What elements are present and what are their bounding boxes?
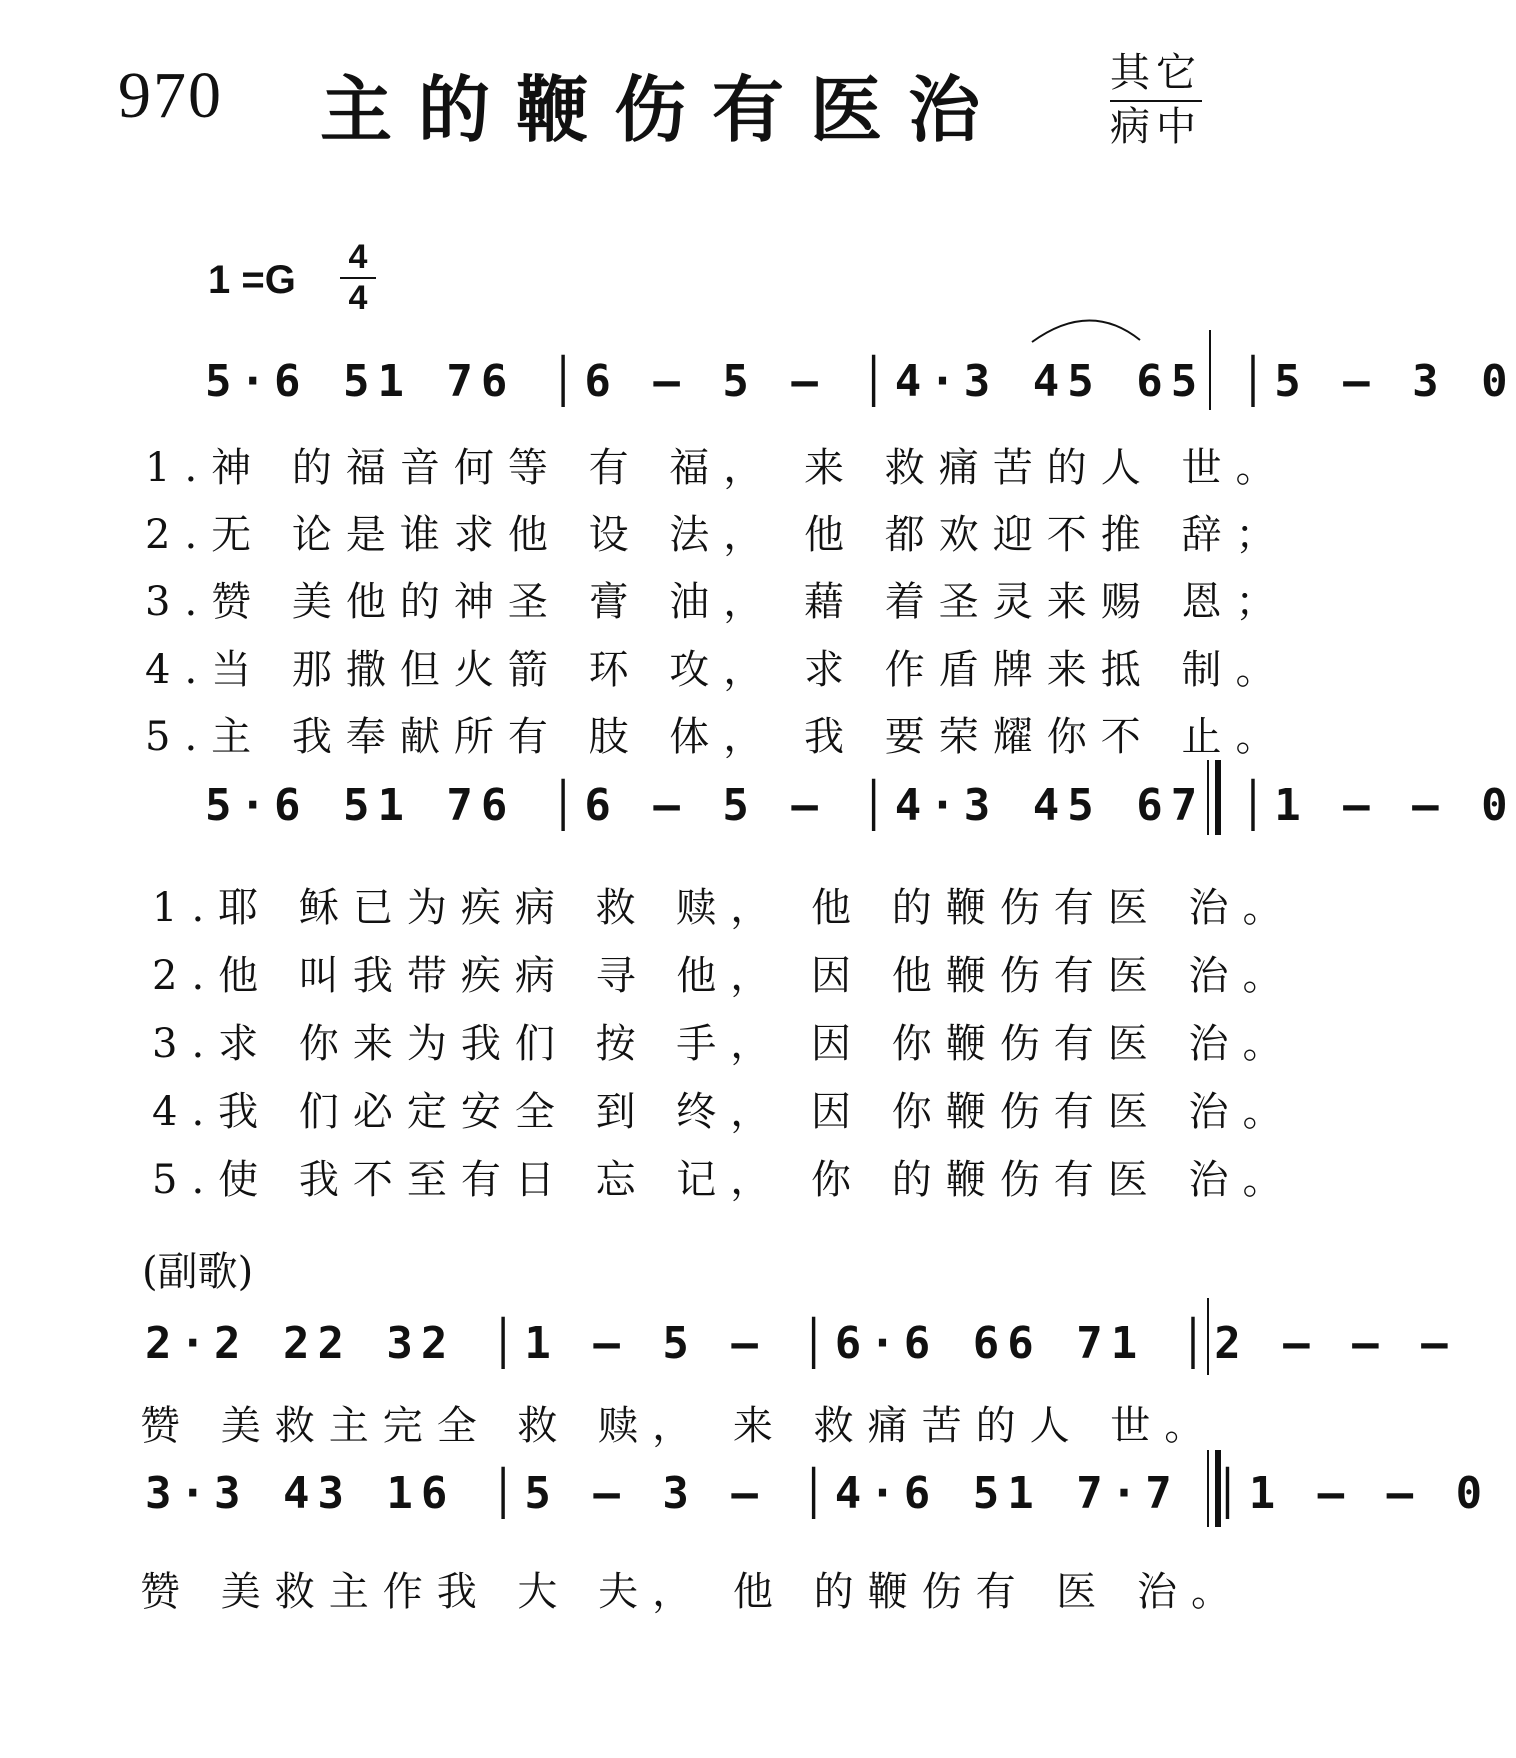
chorus-lyric-1: 赞 美救主完全 救 赎， 来 救痛苦的人 世。 bbox=[140, 1403, 1219, 1449]
verse-b-1: 1.耶 稣已为疾病 救 赎， 他 的鞭伤有医 治。 bbox=[152, 885, 1297, 931]
verse-a-2: 2.无 论是谁求他 设 法， 他 都欢迎不推 辞； bbox=[145, 512, 1290, 558]
hymn-number: 970 bbox=[118, 59, 223, 132]
score-line-3: 2·2 22 32 │1 – 5 – │6·6 66 71 │2 – – – bbox=[145, 1318, 1456, 1369]
hymn-title: 主的鞭伤有医治 bbox=[320, 68, 1007, 152]
chorus-label: (副歌) bbox=[142, 1249, 254, 1295]
score-line-1: 5·6 51 76 │6 – 5 – │4·3 45 65 │5 – 3 0 bbox=[205, 356, 1516, 407]
chorus-lyric-2: 赞 美救主作我 大 夫， 他 的鞭伤有 医 治。 bbox=[140, 1569, 1246, 1615]
verse-b-2: 2.他 叫我带疾病 寻 他， 因 他鞭伤有医 治。 bbox=[152, 953, 1297, 999]
score-line-4: 3·3 43 16 │5 – 3 – │4·6 51 7·7 │1 – – 0 bbox=[145, 1468, 1491, 1519]
category-bottom: 病中 bbox=[1110, 104, 1202, 150]
verse-a-1: 1.神 的福音何等 有 福， 来 救痛苦的人 世。 bbox=[145, 445, 1290, 491]
verse-a-3: 3.赞 美他的神圣 膏 油， 藉 着圣灵来赐 恩； bbox=[145, 579, 1290, 625]
time-signature-bottom: 4 bbox=[348, 279, 368, 317]
tie-arc bbox=[1032, 320, 1140, 342]
verse-a-4: 4.当 那撒但火箭 环 攻， 求 作盾牌来抵 制。 bbox=[145, 647, 1290, 693]
verse-a-5: 5.主 我奉献所有 肢 体， 我 要荣耀你不 止。 bbox=[145, 714, 1290, 760]
score-line-2: 5·6 51 76 │6 – 5 – │4·3 45 67 │1 – – 0 bbox=[205, 780, 1516, 831]
time-signature-top: 4 bbox=[340, 240, 376, 279]
key-signature: 1 =G bbox=[208, 258, 296, 302]
category-top: 其它 bbox=[1110, 48, 1202, 102]
verse-b-3: 3.求 你来为我们 按 手， 因 你鞭伤有医 治。 bbox=[152, 1021, 1297, 1067]
verse-b-5: 5.使 我不至有日 忘 记， 你 的鞭伤有医 治。 bbox=[152, 1157, 1297, 1203]
verse-b-4: 4.我 们必定安全 到 终， 因 你鞭伤有医 治。 bbox=[152, 1089, 1297, 1135]
